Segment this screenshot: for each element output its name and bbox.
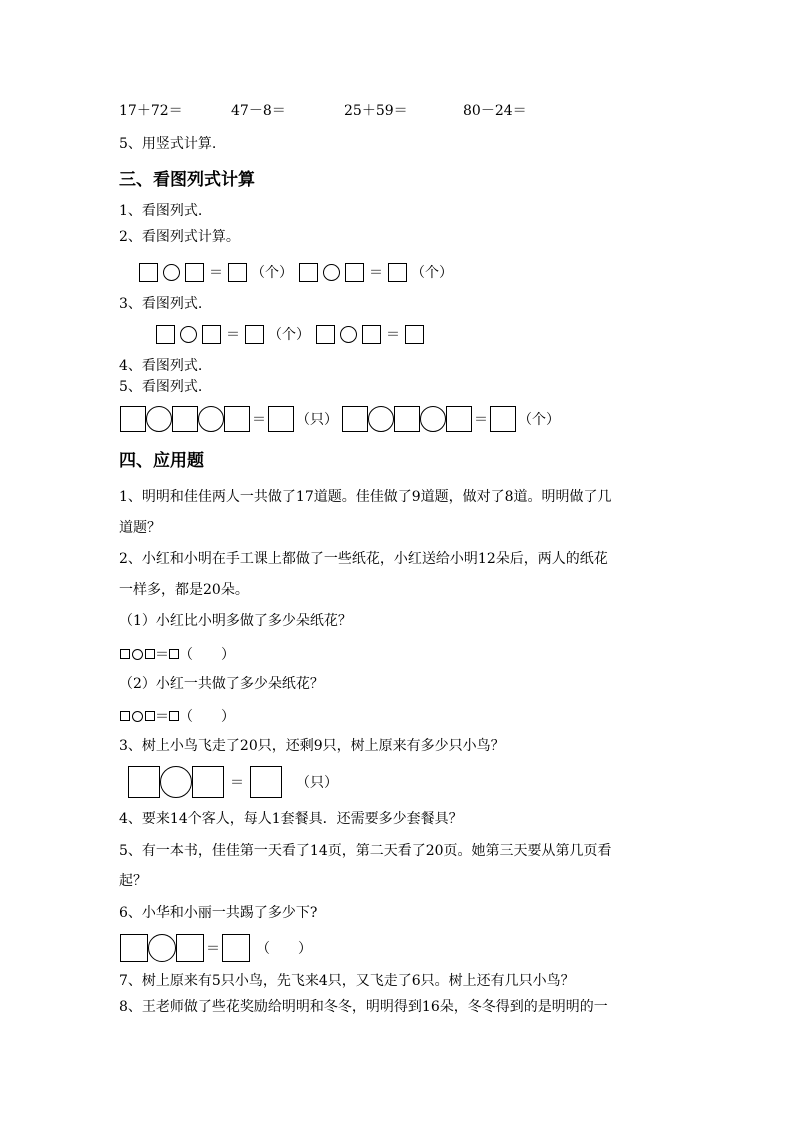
s3-q2: 2、看图列式计算。 bbox=[119, 229, 240, 245]
s3-q4: 4、看图列式. bbox=[119, 358, 203, 374]
answer-box[interactable] bbox=[202, 325, 221, 344]
answer-box[interactable] bbox=[245, 325, 264, 344]
s4-p5-line2: 起？ bbox=[119, 873, 147, 889]
unit-label: （个） bbox=[268, 327, 310, 343]
operator-circle[interactable] bbox=[198, 406, 224, 432]
s4-p6: 6、小华和小丽一共踢了多少下? bbox=[119, 905, 318, 921]
answer-box[interactable] bbox=[145, 649, 155, 659]
s4-p3-equation bbox=[128, 765, 338, 799]
operator-circle[interactable] bbox=[132, 649, 143, 660]
answer-box[interactable] bbox=[224, 406, 250, 432]
equals-sign: ＝ bbox=[230, 775, 244, 791]
unit-label: （只） bbox=[296, 412, 338, 428]
section3-title: 三、看图列式计算 bbox=[119, 170, 255, 190]
answer-box[interactable] bbox=[222, 934, 250, 962]
blank-parens[interactable]: （ ） bbox=[179, 647, 235, 663]
calc-item-4: 80－24＝ bbox=[463, 103, 527, 119]
s4-p2-line1: 2、小红和小明在手工课上都做了一些纸花，小红送给小明12朵后，两人的纸花 bbox=[119, 551, 608, 567]
s4-p5-line1: 5、有一本书，佳佳第一天看了14页，第二天看了20页。她第三天要从第几页看 bbox=[119, 843, 612, 859]
operator-circle[interactable] bbox=[132, 711, 143, 722]
operator-circle[interactable] bbox=[146, 406, 172, 432]
s4-p6-equation bbox=[120, 933, 312, 962]
answer-box[interactable] bbox=[405, 325, 424, 344]
answer-box[interactable] bbox=[169, 649, 179, 659]
answer-box[interactable] bbox=[145, 711, 155, 721]
s4-p2-sub2-equation bbox=[120, 706, 235, 726]
equals-sign: ＝ bbox=[155, 647, 169, 663]
blank-parens[interactable]: （ ） bbox=[256, 940, 312, 957]
s4-p2-line2: 一样多，都是20朵。 bbox=[119, 582, 249, 598]
answer-box[interactable] bbox=[345, 263, 364, 282]
answer-box[interactable] bbox=[250, 766, 282, 798]
s3-q5: 5、看图列式. bbox=[119, 379, 203, 395]
answer-box[interactable] bbox=[156, 325, 175, 344]
answer-box[interactable] bbox=[192, 766, 224, 798]
answer-box[interactable] bbox=[362, 325, 381, 344]
answer-box[interactable] bbox=[490, 406, 516, 432]
s4-p1-line1: 1、明明和佳佳两人一共做了17道题。佳佳做了9道题，做对了8道。明明做了几 bbox=[119, 489, 612, 505]
equals-sign: ＝ bbox=[252, 412, 266, 428]
equals-sign: ＝ bbox=[369, 265, 383, 281]
answer-box[interactable] bbox=[316, 325, 335, 344]
answer-box[interactable] bbox=[299, 263, 318, 282]
answer-box[interactable] bbox=[268, 406, 294, 432]
s3-q3: 3、看图列式. bbox=[119, 296, 203, 312]
answer-box[interactable] bbox=[185, 263, 204, 282]
section4-title: 四、应用题 bbox=[119, 451, 204, 471]
equals-sign: ＝ bbox=[209, 265, 223, 281]
operator-circle[interactable] bbox=[340, 326, 357, 343]
calc-item-1: 17＋72＝ bbox=[119, 103, 183, 119]
s4-p2-sub2: （2）小红一共做了多少朵纸花？ bbox=[119, 676, 324, 692]
answer-box[interactable] bbox=[128, 766, 160, 798]
s3-q1: 1、看图列式. bbox=[119, 203, 203, 219]
operator-circle[interactable] bbox=[420, 406, 446, 432]
equals-sign: ＝ bbox=[206, 940, 220, 957]
answer-box[interactable] bbox=[388, 263, 407, 282]
answer-box[interactable] bbox=[446, 406, 472, 432]
answer-box[interactable] bbox=[394, 406, 420, 432]
unit-label: （个） bbox=[251, 265, 293, 281]
s4-p4: 4、要来14个客人，每人1套餐具．还需要多少套餐具？ bbox=[119, 811, 463, 827]
unit-label: （个） bbox=[518, 412, 560, 428]
s4-p3: 3、树上小鸟飞走了20只，还剩9只，树上原来有多少只小鸟？ bbox=[119, 738, 505, 754]
equals-sign: ＝ bbox=[474, 412, 488, 428]
answer-box[interactable] bbox=[120, 934, 148, 962]
answer-box[interactable] bbox=[169, 711, 179, 721]
answer-box[interactable] bbox=[120, 711, 130, 721]
unit-label: （只） bbox=[296, 775, 338, 791]
answer-box[interactable] bbox=[120, 649, 130, 659]
operator-circle[interactable] bbox=[163, 264, 180, 281]
blank-parens[interactable]: （ ） bbox=[179, 709, 235, 725]
calc-item-2: 47－8＝ bbox=[231, 103, 286, 119]
s3-q3-equations bbox=[156, 323, 424, 345]
s4-p2-sub1: （1）小红比小明多做了多少朵纸花？ bbox=[119, 613, 352, 629]
s3-q2-equations bbox=[139, 261, 453, 283]
equals-sign: ＝ bbox=[386, 327, 400, 343]
q5-vertical-calc: 5、用竖式计算. bbox=[119, 136, 217, 152]
operator-circle[interactable] bbox=[323, 264, 340, 281]
s4-p8: 8、王老师做了些花奖励给明明和冬冬，明明得到16朵，冬冬得到的是明明的一 bbox=[119, 999, 608, 1015]
answer-box[interactable] bbox=[342, 406, 368, 432]
unit-label: （个） bbox=[411, 265, 453, 281]
operator-circle[interactable] bbox=[368, 406, 394, 432]
equals-sign: ＝ bbox=[226, 327, 240, 343]
s4-p2-sub1-equation bbox=[120, 644, 235, 664]
operator-circle[interactable] bbox=[180, 326, 197, 343]
s4-p7: 7、树上原来有5只小鸟，先飞来4只，又飞走了6只。树上还有几只小鸟？ bbox=[119, 973, 575, 989]
s4-p1-line2: 道题？ bbox=[119, 520, 161, 536]
answer-box[interactable] bbox=[120, 406, 146, 432]
operator-circle[interactable] bbox=[160, 766, 192, 798]
answer-box[interactable] bbox=[139, 263, 158, 282]
s3-q5-equations bbox=[120, 405, 560, 433]
calc-item-3: 25＋59＝ bbox=[344, 103, 408, 119]
operator-circle[interactable] bbox=[148, 934, 176, 962]
equals-sign: ＝ bbox=[155, 709, 169, 725]
answer-box[interactable] bbox=[172, 406, 198, 432]
answer-box[interactable] bbox=[228, 263, 247, 282]
answer-box[interactable] bbox=[176, 934, 204, 962]
